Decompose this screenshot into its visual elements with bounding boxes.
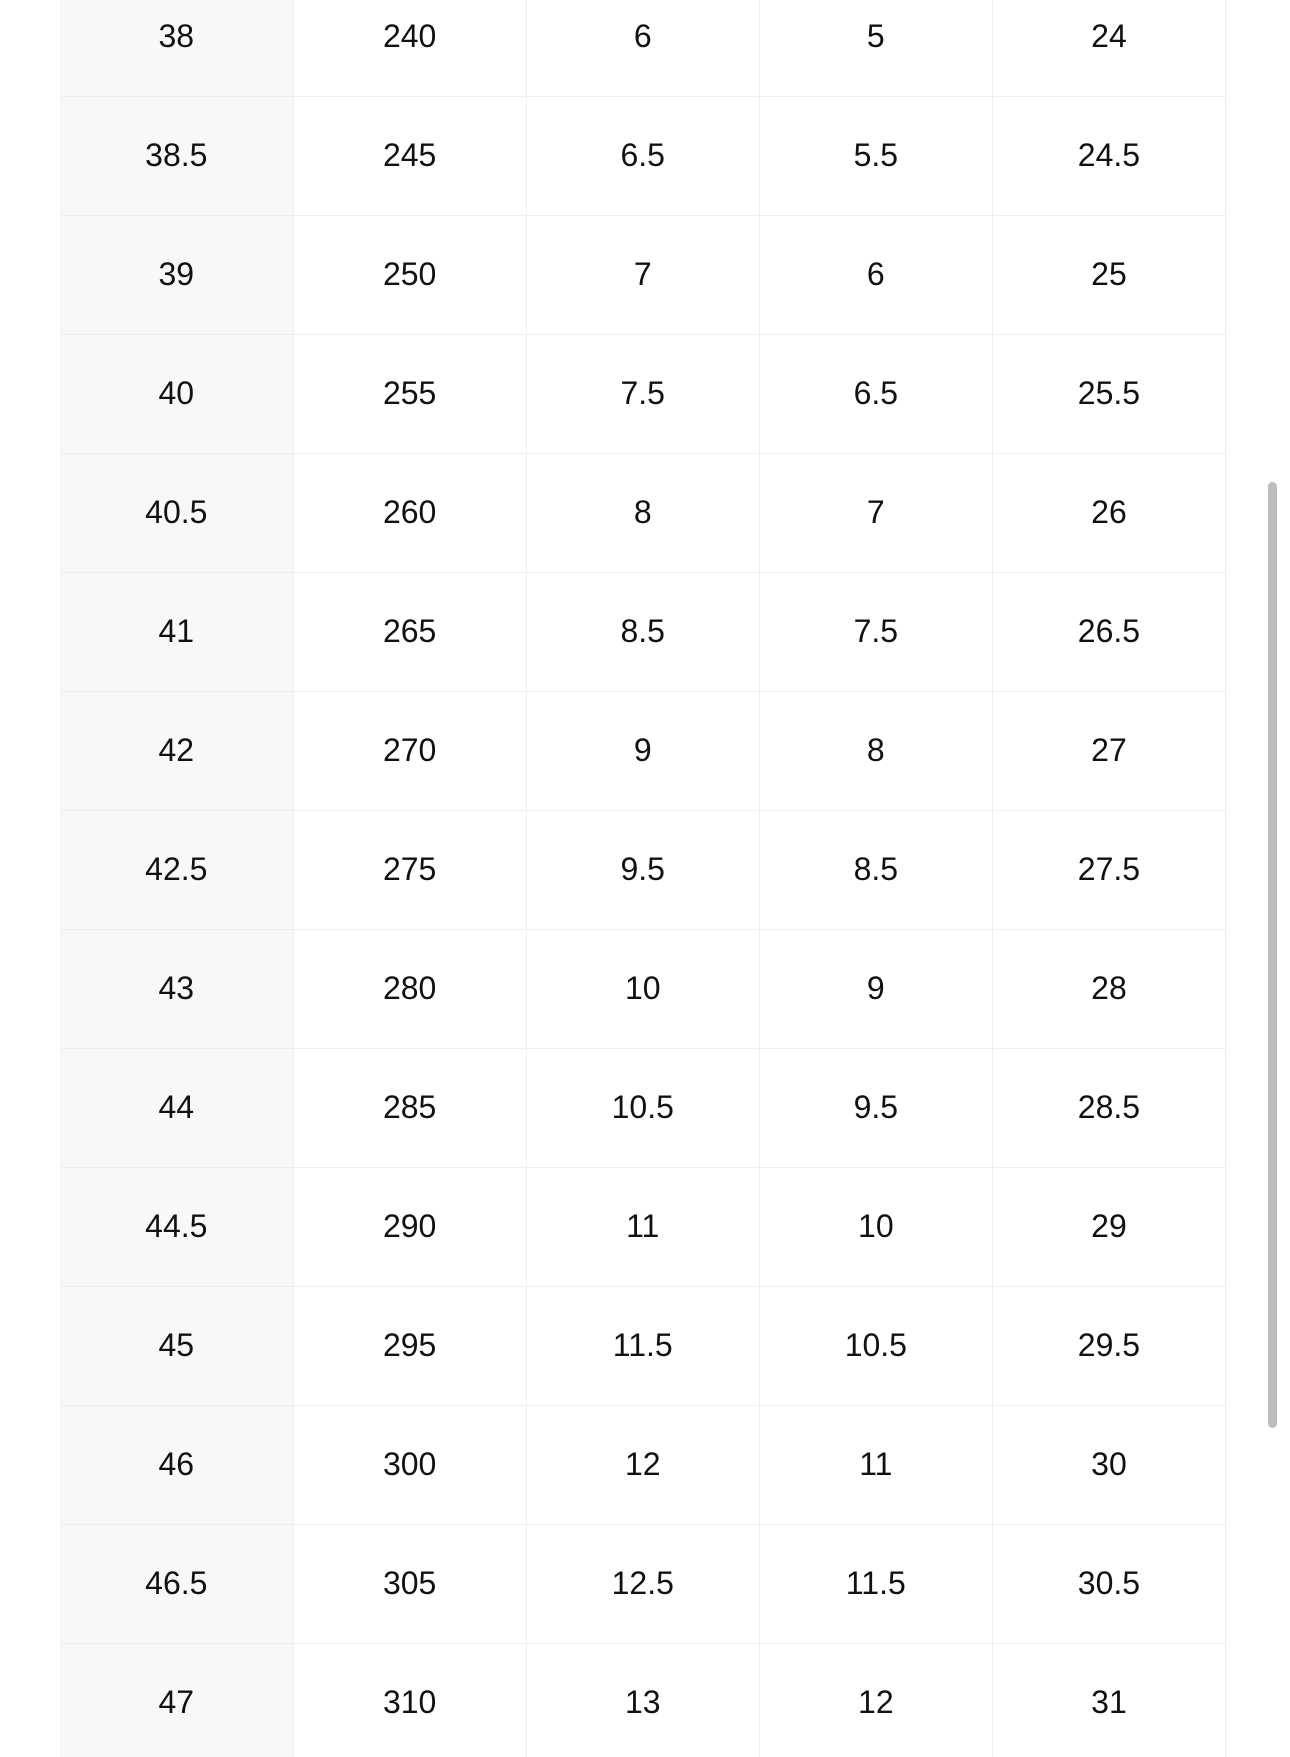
size-cell-us-men: 7 [526, 215, 759, 334]
size-cell-cm: 28 [992, 929, 1225, 1048]
size-cell-cm: 28.5 [992, 1048, 1225, 1167]
size-cell-uk: 8.5 [759, 810, 992, 929]
size-cell-eu: 42 [60, 691, 293, 810]
table-row [60, 1405, 1226, 1524]
table-row [60, 929, 1226, 1048]
size-cell-eu: 46 [60, 1405, 293, 1524]
size-cell-us-men: 8 [526, 453, 759, 572]
size-cell-uk: 6.5 [759, 334, 992, 453]
table-row [60, 572, 1226, 691]
size-cell-mm: 270 [293, 691, 526, 810]
size-cell-eu: 44 [60, 1048, 293, 1167]
size-cell-eu: 45 [60, 1286, 293, 1405]
size-cell-mm: 255 [293, 334, 526, 453]
size-cell-uk: 12 [759, 1643, 992, 1757]
table-row [60, 1643, 1226, 1757]
size-cell-mm: 260 [293, 453, 526, 572]
size-cell-cm: 24.5 [992, 96, 1225, 215]
size-cell-us-men: 6 [526, 0, 759, 96]
size-cell-mm: 245 [293, 96, 526, 215]
size-cell-us-men: 8.5 [526, 572, 759, 691]
size-cell-eu: 46.5 [60, 1524, 293, 1643]
size-cell-us-men: 11 [526, 1167, 759, 1286]
size-cell-eu: 38.5 [60, 96, 293, 215]
size-cell-uk: 5.5 [759, 96, 992, 215]
size-cell-eu: 38 [60, 0, 293, 96]
vertical-scrollbar-thumb[interactable] [1268, 482, 1277, 1428]
size-cell-cm: 25.5 [992, 334, 1225, 453]
table-row [60, 96, 1226, 215]
table-row [60, 1048, 1226, 1167]
size-cell-us-men: 12.5 [526, 1524, 759, 1643]
size-cell-uk: 7.5 [759, 572, 992, 691]
size-cell-mm: 275 [293, 810, 526, 929]
size-cell-us-men: 6.5 [526, 96, 759, 215]
size-cell-mm: 310 [293, 1643, 526, 1757]
size-chart-table [60, 0, 1226, 1757]
size-cell-cm: 24 [992, 0, 1225, 96]
size-cell-mm: 280 [293, 929, 526, 1048]
size-cell-uk: 6 [759, 215, 992, 334]
size-cell-eu: 39 [60, 215, 293, 334]
table-row [60, 810, 1226, 929]
size-cell-cm: 31 [992, 1643, 1225, 1757]
table-row [60, 453, 1226, 572]
size-cell-eu: 47 [60, 1643, 293, 1757]
table-row [60, 0, 1226, 96]
size-cell-us-men: 9 [526, 691, 759, 810]
size-cell-cm: 25 [992, 215, 1225, 334]
size-cell-mm: 250 [293, 215, 526, 334]
table-row [60, 1524, 1226, 1643]
size-cell-cm: 29.5 [992, 1286, 1225, 1405]
size-cell-uk: 8 [759, 691, 992, 810]
table-row [60, 215, 1226, 334]
size-chart-body [60, 0, 1226, 1757]
size-cell-us-men: 11.5 [526, 1286, 759, 1405]
size-cell-uk: 11.5 [759, 1524, 992, 1643]
size-cell-eu: 40.5 [60, 453, 293, 572]
size-cell-cm: 26 [992, 453, 1225, 572]
table-row [60, 1167, 1226, 1286]
size-cell-uk: 5 [759, 0, 992, 96]
size-cell-us-men: 10.5 [526, 1048, 759, 1167]
size-cell-eu: 44.5 [60, 1167, 293, 1286]
size-cell-us-men: 10 [526, 929, 759, 1048]
size-cell-cm: 26.5 [992, 572, 1225, 691]
size-cell-uk: 11 [759, 1405, 992, 1524]
size-cell-mm: 290 [293, 1167, 526, 1286]
size-cell-eu: 40 [60, 334, 293, 453]
size-cell-us-men: 13 [526, 1643, 759, 1757]
size-cell-cm: 27.5 [992, 810, 1225, 929]
size-cell-eu: 42.5 [60, 810, 293, 929]
size-cell-mm: 300 [293, 1405, 526, 1524]
size-cell-uk: 10 [759, 1167, 992, 1286]
table-row [60, 1286, 1226, 1405]
size-cell-uk: 9 [759, 929, 992, 1048]
size-cell-us-men: 9.5 [526, 810, 759, 929]
size-cell-mm: 295 [293, 1286, 526, 1405]
size-cell-cm: 27 [992, 691, 1225, 810]
table-row [60, 334, 1226, 453]
table-row [60, 691, 1226, 810]
size-cell-us-men: 12 [526, 1405, 759, 1524]
size-cell-mm: 240 [293, 0, 526, 96]
size-cell-uk: 10.5 [759, 1286, 992, 1405]
size-cell-cm: 30.5 [992, 1524, 1225, 1643]
size-cell-us-men: 7.5 [526, 334, 759, 453]
size-cell-mm: 285 [293, 1048, 526, 1167]
size-cell-cm: 30 [992, 1405, 1225, 1524]
size-cell-cm: 29 [992, 1167, 1225, 1286]
size-cell-uk: 9.5 [759, 1048, 992, 1167]
size-cell-mm: 305 [293, 1524, 526, 1643]
size-cell-eu: 43 [60, 929, 293, 1048]
size-cell-uk: 7 [759, 453, 992, 572]
size-cell-mm: 265 [293, 572, 526, 691]
size-cell-eu: 41 [60, 572, 293, 691]
